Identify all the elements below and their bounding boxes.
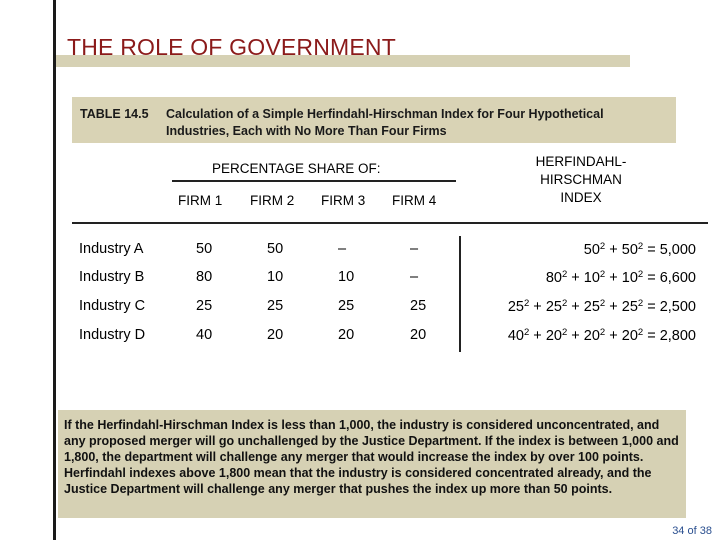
slide-left-border (53, 0, 56, 540)
hhi-calculation: $25^2 + 25^2 + 25^2 + 25^2 = 2,500$ (507, 298, 696, 315)
firm-4-share: – (410, 241, 419, 257)
caption-line-2: Industries, Each with No More Than Four Firms (166, 123, 447, 138)
firm-1-share: 40 (196, 327, 213, 343)
percentage-share-rule (172, 180, 456, 182)
firm-2-share: 25 (267, 298, 284, 314)
page-total: 38 (699, 525, 712, 537)
industry-label: Industry D (79, 327, 146, 343)
table-divider (459, 236, 461, 352)
firm-3-share: 25 (338, 298, 355, 314)
firm-3-share: 20 (338, 327, 355, 343)
page-current: 34 (672, 525, 685, 537)
percentage-share-header: PERCENTAGE SHARE OF: (212, 161, 381, 176)
firm-3-share: – (338, 241, 347, 257)
table-number: TABLE 14.5 (80, 107, 149, 121)
hhi-calculation: $50^2 + 50^2 = 5,000$ (583, 241, 696, 258)
hhi-calculation: $40^2 + 20^2 + 20^2 + 20^2 = 2,800$ (507, 327, 696, 344)
hhi-header-line-3: INDEX (560, 190, 602, 205)
page-number (672, 525, 712, 537)
firm-3-header: FIRM 3 (321, 193, 366, 208)
industry-label: Industry B (79, 269, 145, 285)
caption-line-1: Calculation of a Simple Herfindahl-Hirschman Index for Four Hypothetical (166, 107, 604, 121)
firm-2-header: FIRM 2 (250, 193, 295, 208)
firm-1-share: 25 (196, 298, 213, 314)
industry-label: Industry A (79, 241, 144, 257)
firm-4-share: – (410, 269, 419, 285)
hhi-header-line-2: HIRSCHMAN (540, 172, 622, 187)
page-of-label: of (687, 525, 697, 537)
firm-3-share: 10 (338, 269, 355, 285)
firm-1-share: 80 (196, 269, 213, 285)
explanatory-note: If the Herfindahl-Hirschman Index is less than 1,000, the industry is considered unconcentrated, and any proposed merger will go unchallenged by the Justice Department. If the index is between 1,000 and 1,800, the department will challenge any merger that would increase the index by over 100 points. Herfindahl indexes above 1,800 mean that the industry is considered concentrated already, and the Justice Department will challenge any merger that pushes the index up more than 50 points. (64, 418, 679, 496)
firm-4-header: FIRM 4 (392, 193, 437, 208)
firm-2-share: 20 (267, 327, 284, 343)
hhi-header (516, 153, 646, 207)
hhi-calculation: $80^2 + 10^2 + 10^2 = 6,600$ (545, 269, 696, 286)
firm-2-share: 50 (267, 241, 284, 257)
table-header-rule (72, 222, 708, 224)
table-caption (80, 106, 604, 139)
industry-label: Industry C (79, 298, 146, 314)
firm-4-share: 20 (410, 327, 427, 343)
firm-1-share: 50 (196, 241, 213, 257)
firm-4-share: 25 (410, 298, 427, 314)
firm-1-header: FIRM 1 (178, 193, 223, 208)
firm-2-share: 10 (267, 269, 284, 285)
slide-title: THE ROLE OF GOVERNMENT (67, 34, 396, 60)
hhi-header-line-1: HERFINDAHL- (535, 154, 627, 169)
